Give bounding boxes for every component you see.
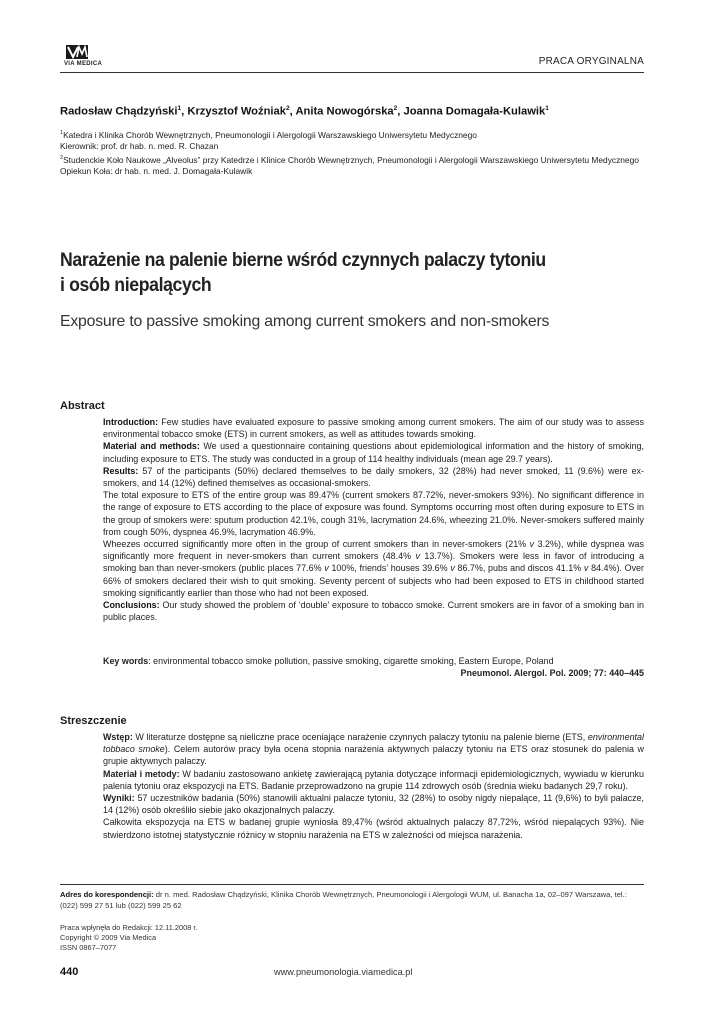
intro-text: Few studies have evaluated exposure to passive smoking among current smokers. The aim of our study was to assess environmental tobacco smoke (ETS) in current smokers, as well as attitudes towards smoking. — [103, 417, 644, 440]
streszczenie-paragraph — [103, 768, 644, 792]
author-name: Krzysztof Woźniak — [187, 105, 286, 118]
footer-divider — [60, 884, 644, 885]
author-affil-mark: 1 — [545, 105, 549, 112]
affiliation-line — [60, 153, 644, 166]
metody-label: Materiał i metody: — [103, 768, 180, 779]
wyniki-label: Wyniki: — [103, 793, 135, 804]
author-affil-mark: 1 — [177, 105, 182, 112]
affiliation-line: Opiekun Koła: dr hab. n. med. J. Domagała-Kulawik — [60, 165, 253, 176]
page-number: 440 — [60, 966, 79, 978]
abstract-paragraph: The total exposure to ETS of the entire group was 89.47% (current smokers 87.72%, never-smokers 93%). No significant difference in the range of exposure to ETS according to the place of exposure was found. Symptoms occurring most often during exposure to ETS in the group of smokers were: sputum production 42.1%, cough 31%, lacrymation 24.6%, wheezing 21.0%. Never-smokers suffered mainly from cough 50%, dyspnea 46.9%, lacrymation 46.9%. — [103, 490, 644, 537]
author-separator: , — [289, 105, 296, 118]
title-line: i osób niepalących — [60, 275, 212, 296]
results-label: Results: — [103, 465, 139, 476]
author-separator: , — [397, 105, 404, 118]
journal-url[interactable]: www.pneumonologia.viamedica.pl — [274, 967, 413, 977]
section-label: PRACA ORYGINALNA — [538, 56, 644, 67]
text-run: Wheezes occurred significantly more often in the group of current smokers than in never-smokers (21% — [103, 539, 530, 550]
keywords-line — [103, 655, 644, 667]
conclusions-text: Our study showed the problem of ‘double’ exposure to tobacco smoke. Current smokers are in favor of a smoking ban in public places. — [103, 600, 644, 623]
title-line: Narażenie na palenie bierne wśród czynnych palaczy tytoniu — [60, 250, 546, 271]
versus-mark: v — [583, 563, 589, 574]
versus-mark: v — [324, 563, 329, 574]
article-title-polish — [60, 248, 612, 298]
text-run: W literaturze dostępne są nieliczne prace oceniające narażenie czynnych palaczy tytoniu na palenie bierne (ETS, — [132, 732, 588, 742]
article-title-english: Exposure to passive smoking among current smokers and non-smokers — [60, 313, 550, 330]
abstract-paragraph — [103, 538, 644, 599]
streszczenie-paragraph — [103, 792, 644, 816]
journal-citation: Pneumonol. Alergol. Pol. 2009; 77: 440–445 — [460, 668, 644, 679]
author-affil-mark: 2 — [393, 105, 398, 112]
wyniki-text: 57 uczestników badania (50%) stanowili aktualni palacze tytoniu, 32 (28%) to osoby nigdy niepalące, 11 (9,6%) to byli palacze, 14 (12%) osób określiło siebie jako okazjonalnych palaczy. — [103, 793, 644, 816]
abstract-paragraph — [103, 416, 644, 440]
author-name: Radosław Chądzyński — [60, 105, 178, 118]
versus-mark: v — [450, 563, 455, 574]
correspondence-label: Adres do korespondencji: — [60, 890, 154, 899]
abstract-heading: Abstract — [60, 400, 105, 412]
streszczenie-paragraph — [103, 731, 644, 768]
author-list — [60, 105, 549, 118]
metody-text: W badaniu zastosowano ankietę zawierającą pytania dotyczące informacji epidemiologicznych, wywiadu w kierunku palenia tytoniu oraz ekspozycji na ETS. Badanie przeprowadzono na grupie 114 zdrowych osób (średnia wieku badanych 29,7 roku). — [103, 768, 644, 791]
intro-label: Introduction: — [103, 417, 159, 427]
affil-text: Katedra i Klinika Chorób Wewnętrznych, Pneumonologii i Alergologii Warszawskiego Uniwersytetu Medycznego — [63, 129, 477, 140]
text-run: 13.7%). Smokers were less in favor of introducing a smoking ban than never-smokers (public places 77.6% — [103, 551, 644, 574]
abstract-paragraph — [103, 599, 644, 623]
affiliation-line: Kierownik: prof. dr hab. n. med. R. Chazan — [60, 141, 219, 152]
methods-text: We used a questionnaire containing questions about epidemiological information and the history of smoking, including exposure to ETS. The study was conducted in a group of 114 healthy individuals (mean age 29.7 years). — [103, 441, 644, 464]
streszczenie-paragraph: Całkowita ekspozycja na ETS w badanej grupie wyniosła 89,47% (wśród aktualnych palaczy 87,72%, wśród niepalących 93%). Nie stwierdzono istotnej statystycznie różnicy w stopniu narażenia na ETS w zależności od miejsca narażenia. — [103, 817, 644, 840]
affiliations — [60, 128, 644, 177]
keywords-block — [103, 655, 644, 679]
affil-mark: 2 — [60, 154, 64, 161]
publication-info — [60, 923, 198, 954]
wstep-label: Wstęp: — [103, 732, 133, 742]
header-divider — [60, 72, 644, 73]
abstract-paragraph — [103, 440, 644, 464]
streszczenie-body — [103, 731, 644, 841]
author-affil-mark: 2 — [286, 105, 290, 112]
copyright-notice: Copyright © 2009 Via Medica — [60, 933, 157, 943]
received-date: Praca wpłynęła do Redakcji: 12.11.2008 r. — [60, 923, 198, 932]
abstract-body — [103, 416, 644, 623]
text-run: 3.2%), while dyspnea was significantly more frequent in never-smokers than current smokers (48.4% — [103, 539, 644, 562]
emphasis-text: environmental tobbaco smoke — [103, 732, 644, 755]
results-text: 57 of the participants (50%) declared themselves to be daily smokers, 32 (28%) had never smoked, 11 (9.6%) were ex-smokers, and 14 (12%) defined themselves as occasional-smokers. — [103, 465, 644, 489]
correspondence-address — [60, 890, 644, 911]
affil-mark: 1 — [60, 130, 64, 136]
abstract-paragraph — [103, 465, 644, 489]
page-header — [60, 44, 644, 84]
logo-text: VIA MEDICA — [64, 61, 103, 67]
text-run: ). Celem autorów pracy była ocena stopnia narażenia aktywnych palaczy tytoniu na ETS oraz stosunek do palenia w grupie aktywnych palaczy. — [103, 744, 644, 767]
versus-mark: v — [415, 551, 420, 562]
conclusions-label: Conclusions: — [103, 600, 160, 611]
versus-mark: v — [529, 539, 535, 550]
author-name: Anita Nowogórska — [295, 105, 394, 118]
author-name: Joanna Domagała-Kulawik — [403, 105, 546, 118]
keywords-text: : environmental tobacco smoke pollution, passive smoking, cigarette smoking, Eastern Europe, Poland — [148, 656, 554, 666]
affil-text: Studenckie Koło Naukowe „Alveolus” przy Katedrze i Klinice Chorób Wewnętrznych, Pneumonologii i Alergologii Warszawskiego Uniwersytetu Medycznego — [63, 154, 639, 165]
text-run: 84.4%). Over 66% of smokers declared their wish to quit smoking. Seventy percent of subjects who had been exposed to ETS in childhood started smoking significantly earlier than those who had not been exposed. — [103, 563, 644, 598]
methods-label: Material and methods: — [103, 441, 200, 452]
keywords-label: Key words — [103, 656, 149, 666]
author-separator: , — [181, 105, 188, 118]
text-run: 100%, friends’ houses 39.6% — [328, 563, 451, 574]
text-run: 86.7%, pubs and discos 41.1% — [454, 563, 584, 574]
correspondence-text: dr n. med. Radosław Chądzyński, Klinika Chorób Wewnętrznych, Pneumonologii i Alergologii WUM, ul. Banacha 1a, 02–097 Warszawa, tel.: (022) 599 27 51 lub (022) 599 25 62 — [60, 890, 627, 910]
affiliation-line — [60, 128, 644, 141]
streszczenie-heading: Streszczenie — [60, 715, 127, 727]
issn-number: ISSN 0867–7077 — [60, 943, 117, 953]
